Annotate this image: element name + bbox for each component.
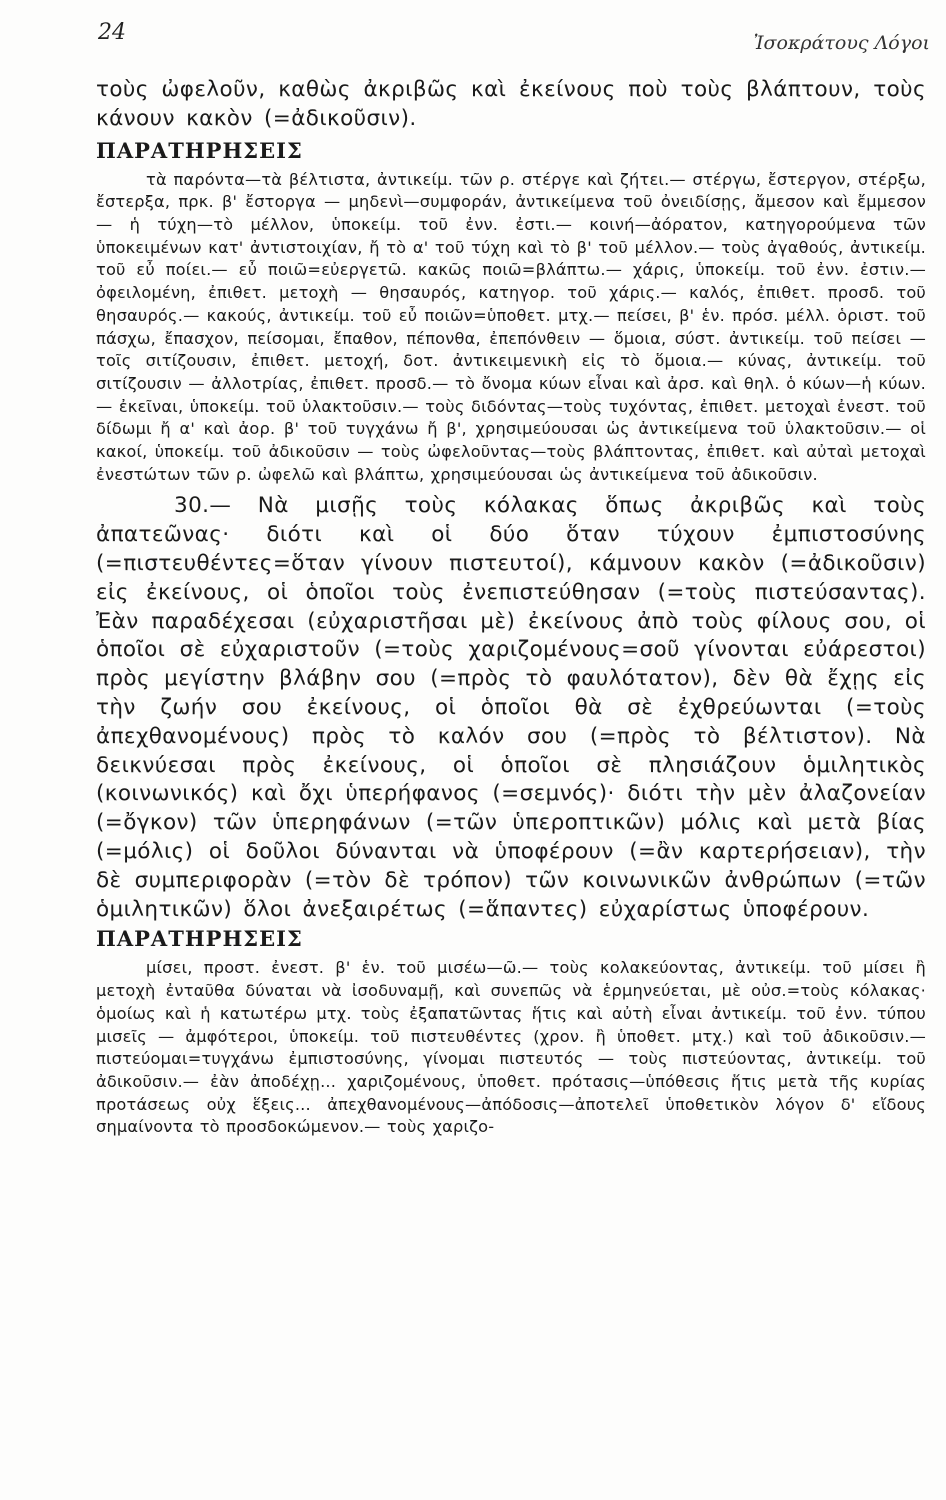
paragraph-30: 30.— Νὰ μισῇς τοὺς κόλακας ὅπως ἀκριβῶς καὶ τοὺς ἀπατεῶνας· διότι καὶ οἱ δύο ὅταν τύχουν ἐμπιστοσύνης (=πιστευθέντες=ὅταν γίνουν πιστευτοί), κάμνουν κακὸν (=ἀδικοῦσιν) εἰς ἐκείνους, οἱ ὁποῖοι τοὺς ἐνεπιστεύθησαν (=τοὺς πιστεύσαντας). Ἐὰν παραδέχεσαι (εὐχαριστῆσαι μὲ) ἐκείνους ἀπὸ τοὺς φίλους σου, οἱ ὁποῖοι σὲ εὐχαριστοῦν (=τοὺς χαριζομένους=σοῦ γίνονται εὐάρεστοι) πρὸς μεγίστην βλάβην σου (=πρὸς τὸ φαυλότατον), δὲν θὰ ἔχῃς εἰς τὴν ζωήν σου ἐκείνους, οἱ ὁποῖοι θὰ σὲ ἐχθρεύωνται (=τοὺς ἀπεχθανομένους) πρὸς τὸ καλόν σου (=πρὸς τὸ βέλτιστον). Νὰ δεικνύεσαι πρὸς ἐκείνους, οἱ ὁποῖοι σὲ πλησιάζουν ὁμιλητικὸς (κοινωνικός) καὶ ὄχι ὑπερήφανος (=σεμνός)· διότι τὴν μὲν ἀλαζονείαν (=ὄγκον) τῶν ὑπερηφάνων (=τῶν ὑπεροπτικῶν) μόλις καὶ μετὰ βίας (=μόλις) οἱ δοῦλοι δύνανται νὰ ὑποφέρουν (=ἂν καρτερήσειαν), τὴν δὲ συμπεριφορὰν (=τὸν δὲ τρόπον) τῶν κοινωνικῶν ἀνθρώπων (=τῶν ὁμιλητικῶν) ὅλοι ἀνεξαιρέτως (=ἅπαντες) εὐχαρίστως ὑποφέρουν. (96, 493, 926, 922)
page-header (98, 20, 930, 60)
notes-paragraph: μίσει, προστ. ἐνεστ. β' ἑν. τοῦ μισέω—ῶ.— τοὺς κολακεύοντας, ἀντικείμ. τοῦ μίσει ἢ μετοχὴ ἐνταῦθα δύναται νὰ ἰσοδυναμῇ, καὶ συνεπῶς νὰ ἑρμηνεύεται, μὲ οὐσ.=τοὺς κόλακας· ὁμοίως καὶ ἡ κατωτέρω μτχ. τοὺς ἐξαπατῶντας ἥτις καὶ αὐτὴ εἶναι ἀντικείμ. τοῦ ἐνν. τύπου μισεῖς — ἀμφότεροι, ὑποκείμ. τοῦ πιστευθέντες (χρον. ἢ ὑποθετ. μτχ.) καὶ τοῦ ἀδικοῦσιν.—πιστεύομαι=τυγχάνω ἐμπιστοσύνης, γίνομαι πιστευτός — τοὺς πιστεύοντας, ἀντικείμ. τοῦ ἀδικοῦσιν.— ἐὰν ἀποδέχῃ... χαριζομένους, ὑποθετ. πρότασις—ὑπόθεσις ἥτις μετὰ τῆς κυρίας προτάσεως οὐχ ἕξεις... ἀπεχθανομένους—ἀπόδοσις—ἀποτελεῖ ὑποθετικὸν λόγον δ' εἴδους σημαίνοντα τὸ προσδοκώμενον.— τοὺς χαριζο- (96, 958, 926, 1137)
running-title: Ἰσοκράτους Λόγοι (753, 32, 930, 54)
section-heading: ΠΑΡΑΤΗΡΗΣΕΙΣ (96, 137, 303, 163)
continuation-paragraph: τοὺς ὠφελοῦν, καθὼς ἀκριβῶς καὶ ἐκείνους ποὺ τοὺς βλάπτουν, τοὺς κάνουν κακὸν (=ἀδικοῦσιν). (96, 77, 926, 131)
section-heading: ΠΑΡΑΤΗΡΗΣΕΙΣ (96, 926, 303, 952)
page-number: 24 (98, 20, 126, 45)
page-content (96, 76, 926, 1145)
notes-paragraph: τὰ παρόντα—τὰ βέλτιστα, ἀντικείμ. τῶν ρ. στέργε καὶ ζήτει.— στέργω, ἔστεργον, στέρξω, ἔστερξα, πρκ. β' ἔστοργα — μηδενὶ—συμφοράν, ἀντικείμενα τοῦ ὀνειδίσῃς, ἄμεσον καὶ ἔμμεσον — ἡ τύχη—τὸ μέλλον, ὑποκείμ. τοῦ ἐνν. ἐστι.— κοινή—ἀόρατον, κατηγορούμενα τῶν ὑποκειμένων κατ' ἀντιστοιχίαν, ἤ τὸ α' τοῦ τύχη καὶ τὸ β' τοῦ μέλλον.— τοὺς ἀγαθούς, ἀντικείμ. τοῦ εὖ ποίει.— εὖ ποιῶ=εὐεργετῶ. κακῶς ποιῶ=βλάπτω.— χάρις, ὑποκείμ. τοῦ ἐνν. ἐστιν.— ὀφειλομένη, ἐπιθετ. μετοχὴ — θησαυρός, κατηγορ. τοῦ χάρις.— καλός, ἐπιθετ. προσδ. τοῦ θησαυρός.— κακούς, ἀντικείμ. τοῦ εὖ ποιῶν=ὑποθετ. μτχ.— πείσει, β' ἑν. πρόσ. μέλλ. ὁριστ. τοῦ πάσχω, ἔπασχον, πείσομαι, ἔπαθον, πέπονθα, ἐπεπόνθειν — ὅμοια, σύστ. ἀντικείμ. τοῦ πείσει — τοῖς σιτίζουσιν, ἐπιθετ. μετοχή, δοτ. ἀντικειμενικὴ εἰς τὸ ὅμοια.— κύνας, ἀντικείμ. τοῦ σιτίζουσιν — ἀλλοτρίας, ἐπιθετ. προσδ.— τὸ ὄνομα κύων εἶναι καὶ ἀρσ. καὶ θηλ. ὁ κύων—ἡ κύων.— ἐκεῖναι, ὑποκείμ. τοῦ ὑλακτοῦσιν.— τοὺς διδόντας—τοὺς τυχόντας, ἐπιθετ. μετοχαὶ ἐνεστ. τοῦ δίδωμι ἤ α' καὶ ἀορ. β' τοῦ τυγχάνω ἤ β', χρησιμεύουσαι ὡς ἀντικείμενα τοῦ ὑλακτοῦσιν.— οἱ κακοί, ὑποκείμ. τοῦ ἀδικοῦσιν — τοὺς ὠφελοῦντας—τοὺς βλάπτοντας, ἐπιθετ. καὶ αὐταὶ μετοχαὶ ἐνεστώτων τῶν ρ. ὠφελῶ καὶ βλάπτω, χρησιμεύουσαι ὡς ἀντικείμενα τοῦ ἀδικοῦσιν. (96, 169, 926, 484)
